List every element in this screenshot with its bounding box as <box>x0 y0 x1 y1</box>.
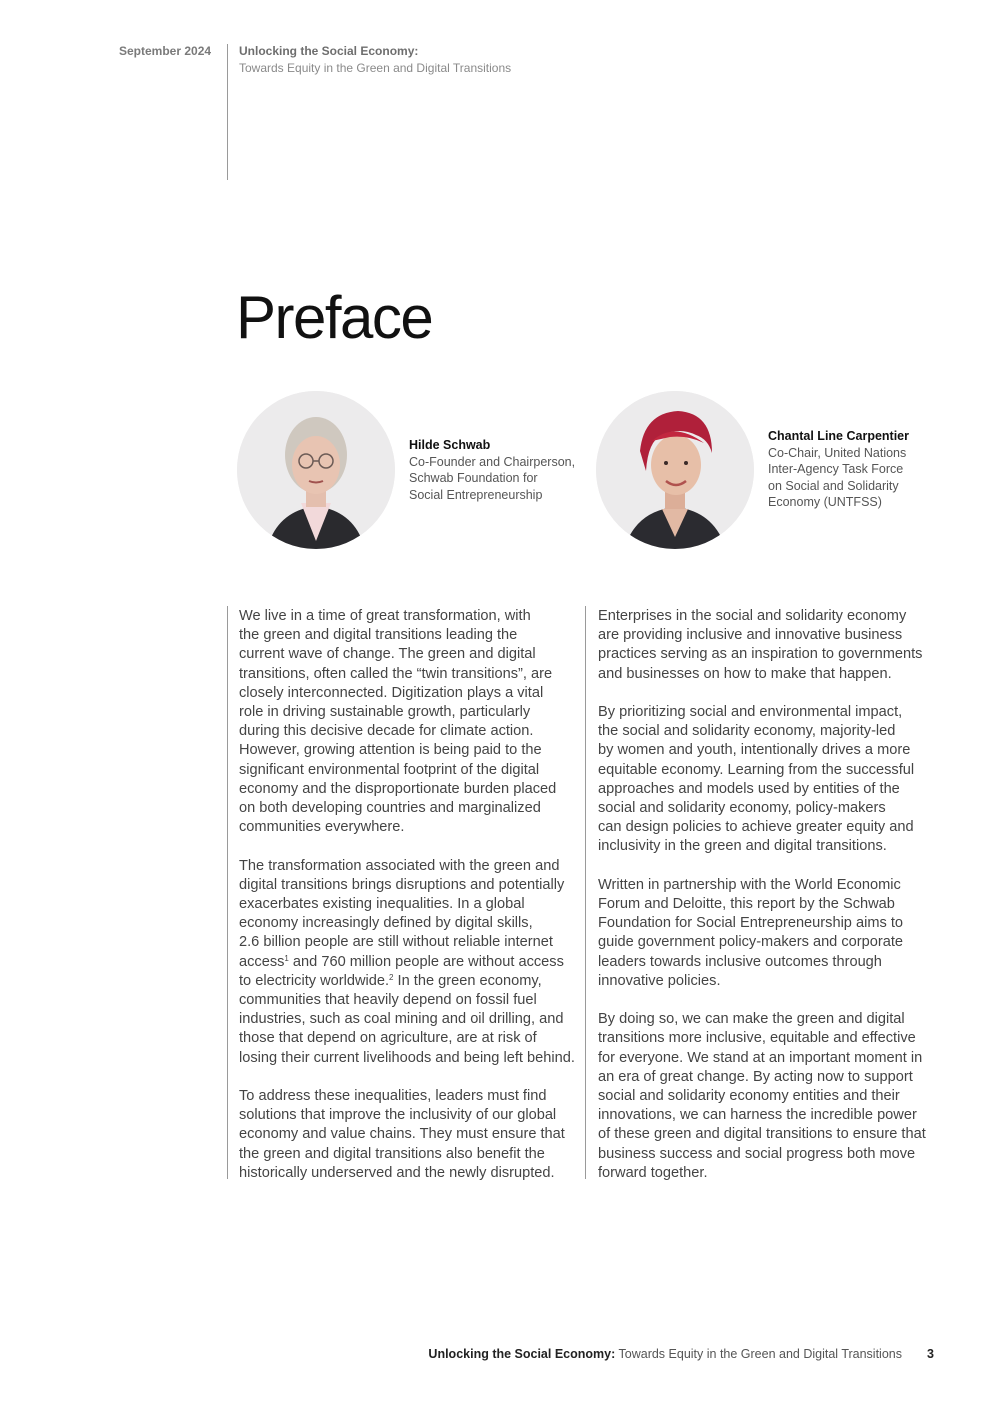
page-number: 3 <box>927 1347 934 1361</box>
portrait-photo-icon <box>237 391 395 549</box>
author-name: Hilde Schwab <box>409 438 491 452</box>
paragraph: Written in partnership with the World Economic Forum and Deloitte, this report by the Schwab Foundation for Social Entrepreneurship aims to guide government policy-makers and corporate leaders towards inclusive outcomes through innovative policies. <box>598 876 904 989</box>
paragraph: By prioritizing social and environmental impact, the social and solidarity economy, majority-led by women and youth, intentionally drives a more equitable economy. Learning from the successful approaches and models used by entities of the social and solidarity economy, policy-makers can design policies to achieve greater equity and inclusivity in the green and digital transitions. <box>598 704 915 855</box>
left-column-rule <box>227 606 228 1179</box>
footer-title: Unlocking the Social Economy: <box>428 1347 616 1361</box>
body-right-column <box>598 607 928 1202</box>
paragraph: To address these inequalities, leaders must find solutions that improve the inclusivity of our global economy and value chains. They must ensure that the green and digital transitions also benefit the historically underserved and the newly disrupted. <box>239 1088 565 1181</box>
paragraph: By doing so, we can make the green and digital transitions more inclusive, equitable and effective for everyone. We stand at an important moment in an era of great change. By acting now to support social and solidarity economy entities and their innovations, we can harness the incredible power of these green and digital transitions to ensure that business success and social progress both move forward together. <box>598 1011 926 1181</box>
paragraph: We live in a time of great transformation, with the green and digital transitions leading the current wave of change. The green and digital transitions, often called the “twin transitions”, are closely interconnected. Digitization plays a vital role in driving sustainable growth, particularly during this decisive decade for climate action. However, growing attention is being paid to the significant environmental footprint of the digital economy and the disproportionate burden placed on both developing countries and marginalized communities everywhere. <box>239 608 557 836</box>
paragraph: The transformation associated with the green and digital transitions brings disruptions and potentially exacerbates existing inequalities. In a global economy increasingly defined by digital skills, 2.6 billion people are still without reliable internet access$^1$ and 760 million people are without access to electricity worldwide.$^2$ In the green economy, communities that heavily depend on fossil fuel industries, such as coal mining and oil drilling, and those that depend on agriculture, are at risk of losing their current livelihoods and being left behind. <box>239 857 575 1066</box>
body-left-column <box>239 607 579 1202</box>
author-role: Co-Founder and Chairperson, Schwab Foundation for Social Entrepreneurship <box>409 454 576 502</box>
author-photo-chantal-line-carpentier <box>596 391 754 549</box>
header-title: Unlocking the Social Economy: <box>239 44 419 58</box>
header-date: September 2024 <box>119 44 212 58</box>
author-bio-hilde-schwab <box>409 437 584 503</box>
portrait-photo-icon <box>596 391 754 549</box>
footer-subtitle: Towards Equity in the Green and Digital Transitions <box>615 1347 902 1361</box>
author-photo-hilde-schwab <box>237 391 395 549</box>
header-divider <box>227 44 228 180</box>
author-bio-chantal-line-carpentier <box>768 428 943 511</box>
header-subtitle: Towards Equity in the Green and Digital Transitions <box>239 61 512 75</box>
page-footer <box>428 1347 934 1361</box>
page-title: Preface <box>236 284 433 351</box>
author-name: Chantal Line Carpentier <box>768 429 909 443</box>
footnote-ref[interactable]: 1 <box>284 953 289 963</box>
right-column-rule <box>585 606 586 1179</box>
paragraph: Enterprises in the social and solidarity economy are providing inclusive and innovative business practices serving as an inspiration to governments and businesses on how to make that happen. <box>598 608 923 682</box>
author-role: Co-Chair, United Nations Inter-Agency Task Force on Social and Solidarity Economy (UNTFSS) <box>768 445 907 510</box>
footnote-ref[interactable]: 2 <box>389 972 394 982</box>
